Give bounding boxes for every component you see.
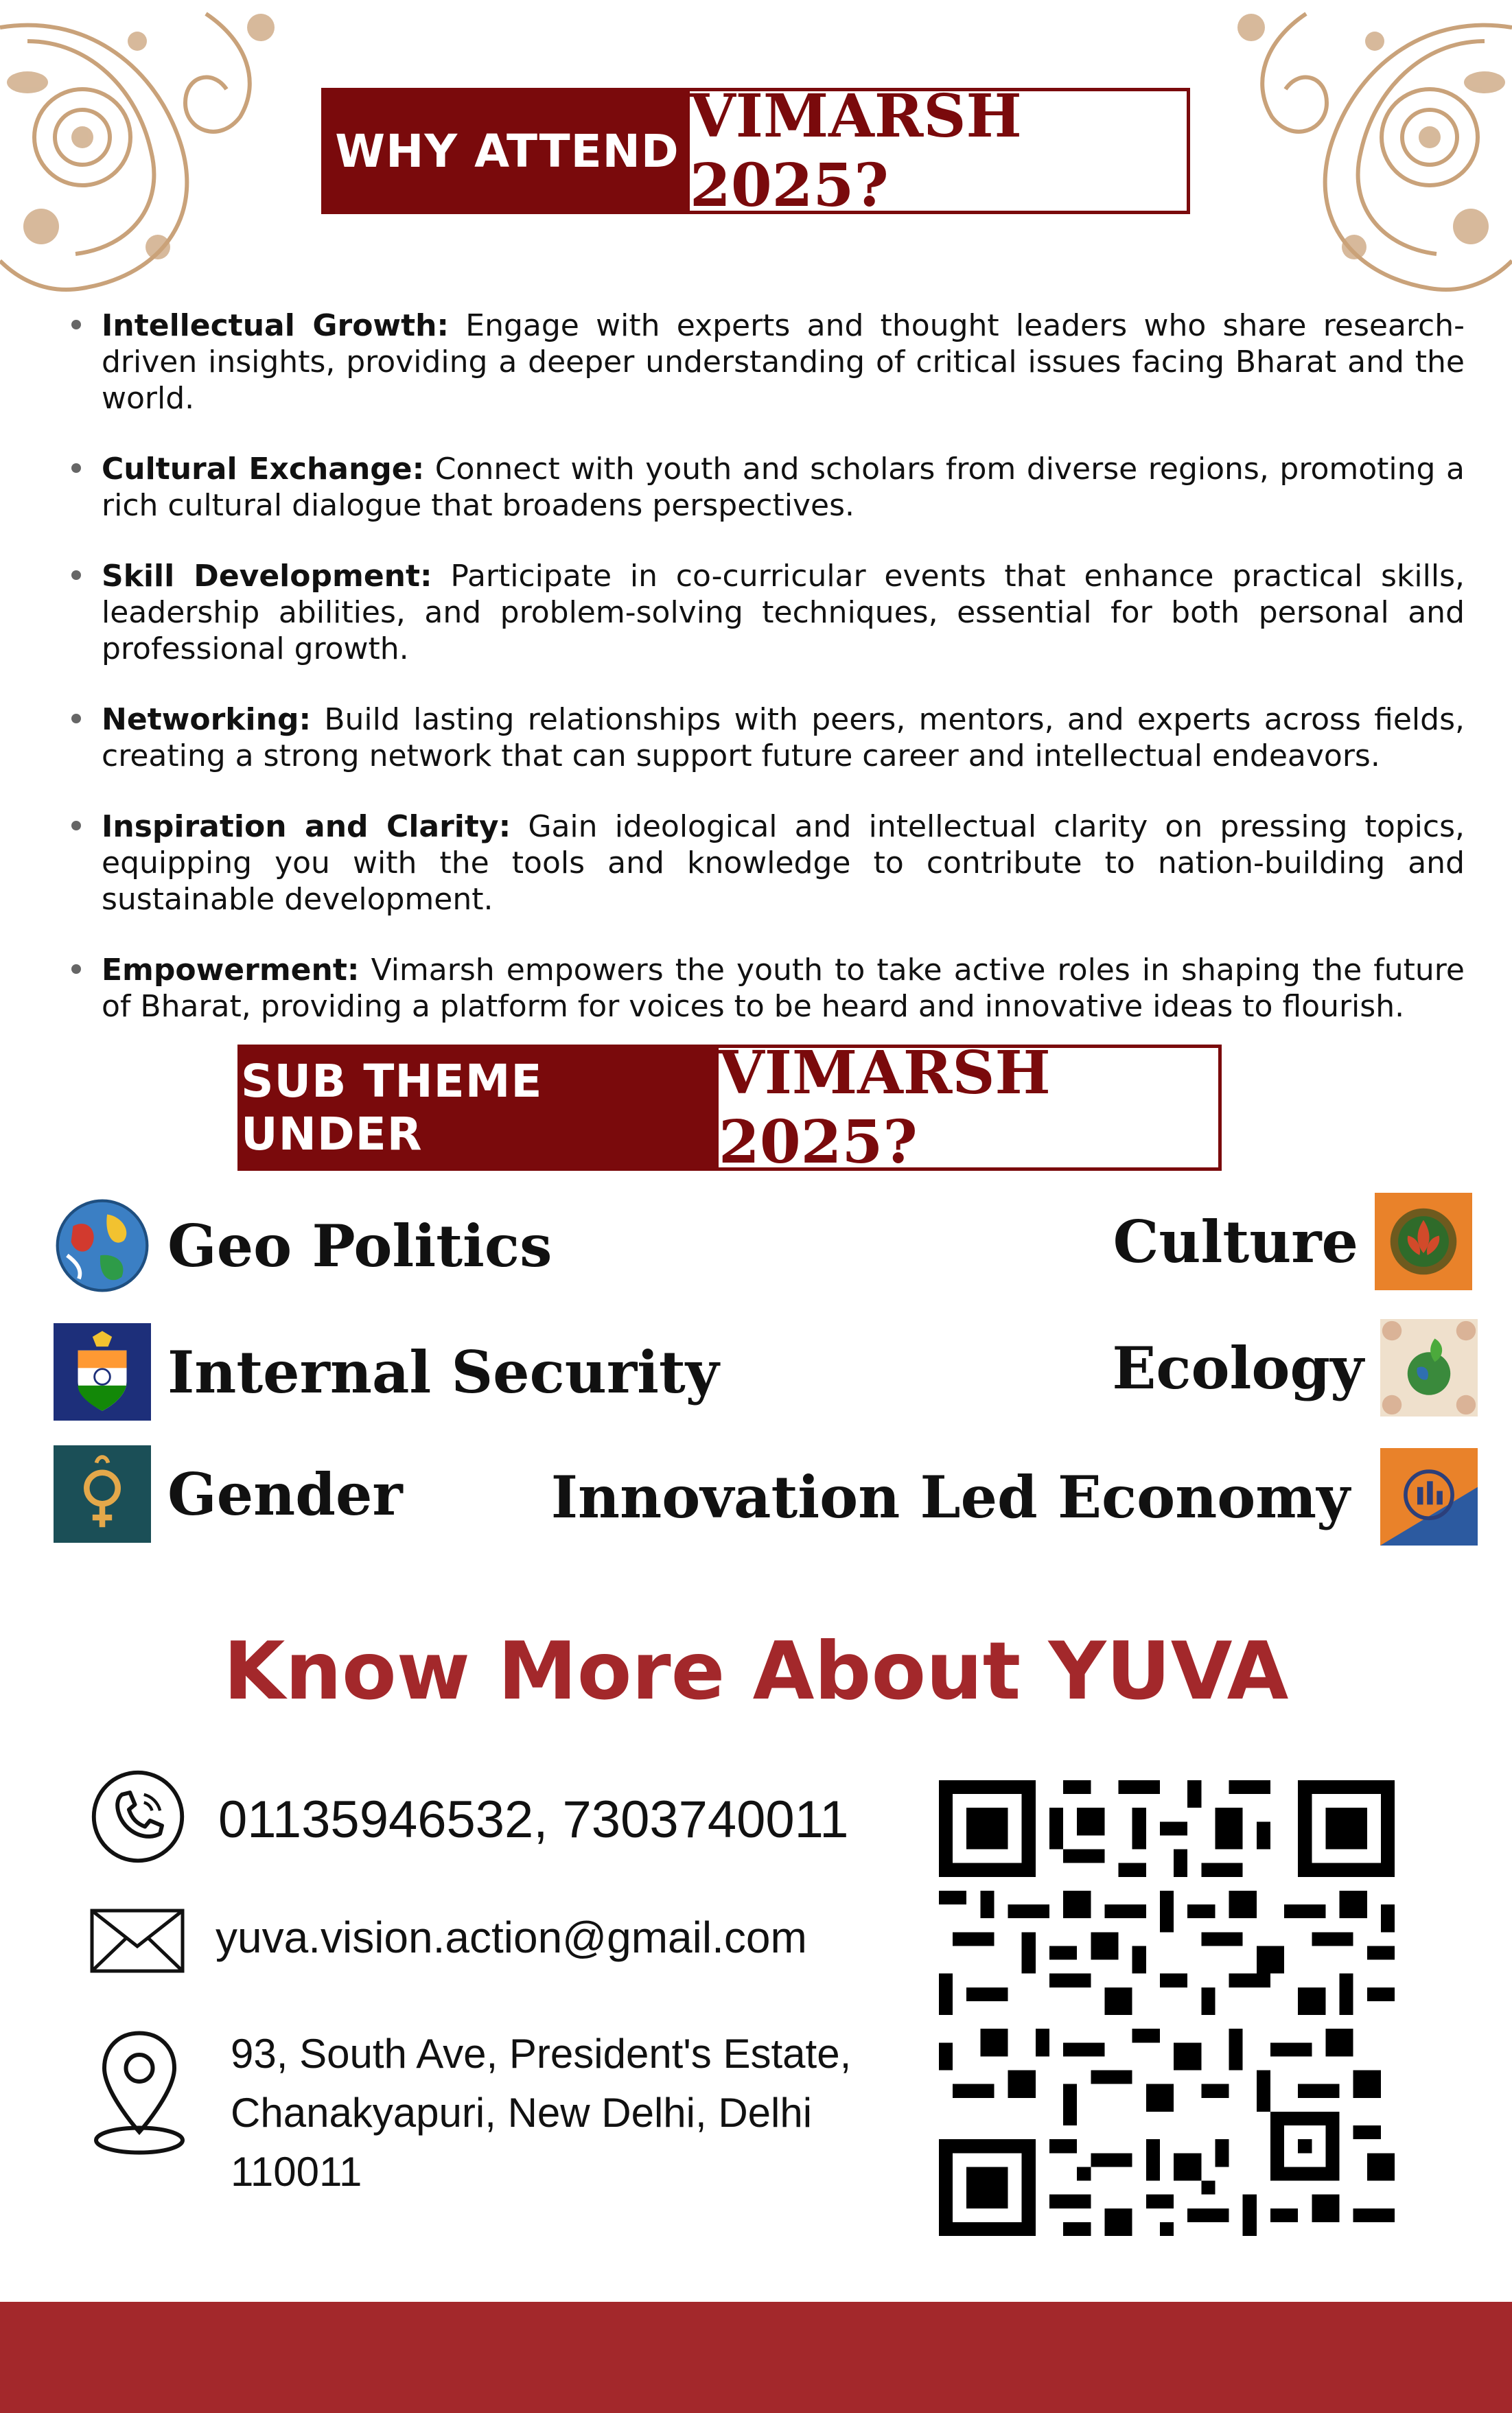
benefit-title: Cultural Exchange: — [102, 452, 425, 487]
footer-bar — [0, 2302, 1512, 2413]
benefit-title: Inspiration and Clarity: — [102, 809, 511, 844]
bullet-icon — [71, 320, 81, 329]
address-line: 110011 — [231, 2149, 362, 2195]
benefit-title: Intellectual Growth: — [102, 308, 450, 343]
phone-contact — [88, 1767, 849, 1867]
theme-label: Geo Politics — [167, 1211, 553, 1280]
banner-event-label: VIMARSH 2025? — [690, 82, 1022, 220]
theme-label: Innovation Led Economy — [550, 1462, 1350, 1531]
theme-internal-security — [54, 1323, 719, 1421]
theme-label: Gender — [167, 1460, 403, 1528]
benefit-title: Empowerment: — [102, 953, 360, 988]
bullet-icon — [71, 570, 81, 580]
list-item — [69, 451, 1465, 524]
globe-icon — [54, 1197, 151, 1294]
benefit-text: Participate in co-curricular events that enhance practical skills, leadership abilities, and problem-solving techniques, essential for both personal and professional growth. — [102, 559, 1465, 666]
benefit-title: Skill Development: — [102, 559, 432, 594]
list-item — [69, 952, 1465, 1025]
benefit-text: Build lasting relationships with peers, mentors, and experts across fields, creating a strong network that can support future career and intellectual endeavors. — [102, 702, 1465, 773]
qr-code[interactable] — [939, 1780, 1395, 2236]
email-contact — [89, 1908, 807, 1974]
phone-icon — [88, 1767, 188, 1867]
envelope-icon — [89, 1908, 185, 1974]
list-item — [69, 558, 1465, 667]
bullet-icon — [71, 964, 81, 974]
gender-symbol-icon — [54, 1445, 151, 1543]
benefit-title: Networking: — [102, 702, 312, 737]
banner-dark-label: WHY ATTEND — [325, 91, 690, 211]
bullet-icon — [71, 714, 81, 723]
economy-emblem-icon — [1380, 1448, 1478, 1546]
phone-numbers[interactable]: 01135946532, 7303740011 — [218, 1791, 849, 1849]
emblem-shield-icon — [54, 1323, 151, 1421]
banner-event-label: VIMARSH 2025? — [719, 1038, 1051, 1177]
bullet-icon — [71, 463, 81, 473]
benefit-text: Vimarsh empowers the youth to take active roles in shaping the future of Bharat, providing a platform for voices to be heard and innovative ideas to flourish. — [102, 953, 1465, 1024]
bullet-icon — [71, 821, 81, 830]
theme-innovation-economy — [551, 1448, 1478, 1546]
postal-address — [231, 2025, 851, 2202]
know-more-title: Know More About YUVA — [223, 1625, 1289, 1718]
benefit-text: Gain ideological and intellectual clarity on pressing topics, equipping you with the tools and knowledge to contribute to nation-building and sustainable development. — [102, 809, 1465, 917]
address-contact — [88, 2025, 851, 2202]
list-item — [69, 808, 1465, 918]
location-pin-icon — [88, 2025, 191, 2159]
benefit-text: Engage with experts and thought leaders who share research-driven insights, providing a deeper understanding of critical issues facing Bharat and the world. — [102, 308, 1465, 416]
benefit-text: Connect with youth and scholars from diverse regions, promoting a rich cultural dialogue that broadens perspectives. — [102, 452, 1465, 523]
banner-dark-label: SUB THEME UNDER — [241, 1048, 719, 1167]
address-line: Chanakyapuri, New Delhi, Delhi — [231, 2090, 813, 2136]
theme-label: Ecology — [1112, 1333, 1364, 1402]
address-line: 93, South Ave, President's Estate, — [231, 2031, 852, 2077]
sub-theme-banner — [237, 1038, 1222, 1177]
theme-geo-politics — [54, 1197, 552, 1294]
list-item — [69, 307, 1465, 417]
earth-leaf-icon — [1380, 1319, 1478, 1417]
why-attend-banner — [321, 82, 1190, 220]
theme-label: Internal Security — [167, 1338, 719, 1406]
paisley-ornament-right — [1210, 0, 1512, 302]
email-address[interactable]: yuva.vision.action@gmail.com — [216, 1913, 807, 1962]
lotus-emblem-icon — [1375, 1193, 1472, 1290]
theme-gender — [54, 1445, 403, 1543]
paisley-ornament-left — [0, 0, 302, 302]
benefits-list — [69, 307, 1465, 1059]
theme-culture — [1113, 1193, 1472, 1290]
theme-label: Culture — [1113, 1207, 1358, 1276]
theme-ecology — [1112, 1319, 1478, 1417]
list-item — [69, 701, 1465, 774]
